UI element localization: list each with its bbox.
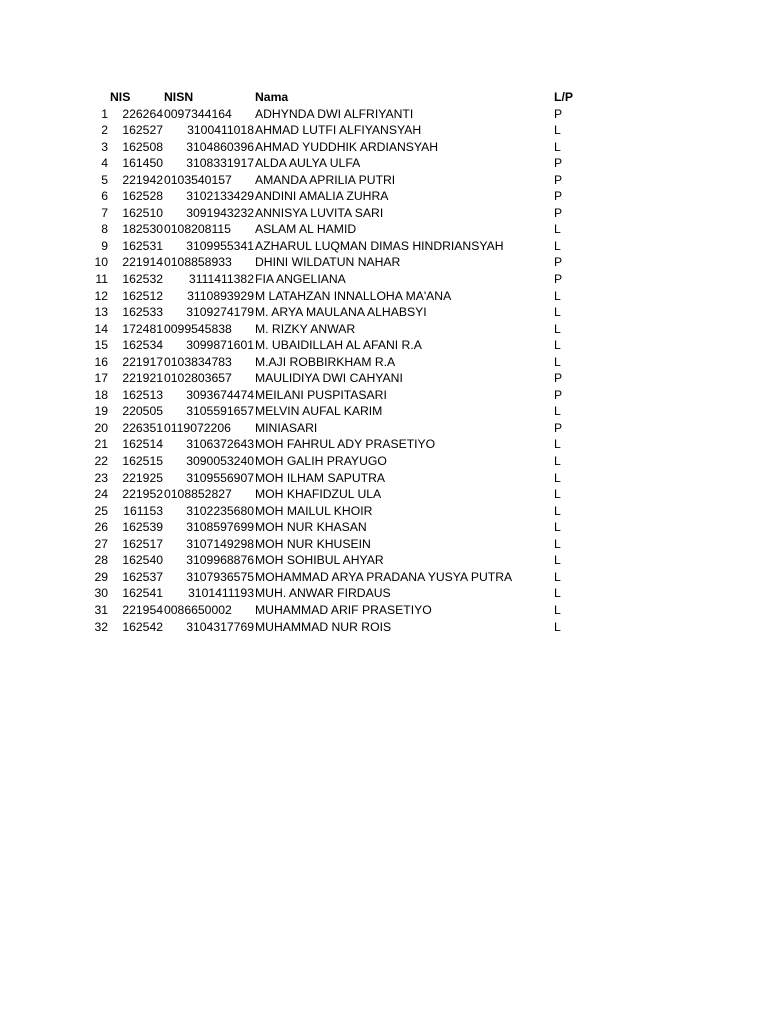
cell-nisn: 3108597699	[186, 520, 254, 535]
table-header	[0, 89, 768, 106]
cell-lp: L	[554, 454, 561, 469]
cell-nisn: 0097344164	[164, 106, 232, 121]
cell-lp: L	[554, 470, 561, 485]
table-row	[0, 519, 768, 536]
header-nisn: NISN	[164, 90, 194, 104]
cell-nama: MOH NUR KHASAN	[255, 520, 367, 535]
cell-nis: 162537	[122, 569, 163, 584]
table-body	[0, 106, 768, 636]
cell-lp: P	[554, 371, 563, 386]
row-number: 11	[95, 272, 108, 287]
cell-nis: 162528	[122, 189, 163, 204]
cell-nama: ALDA AULYA ULFA	[255, 156, 361, 171]
cell-lp: L	[554, 305, 561, 320]
table-row	[0, 321, 768, 338]
cell-nisn: 3107936575	[186, 569, 254, 584]
cell-nama: AHMAD YUDDHIK ARDIANSYAH	[255, 139, 439, 154]
row-number: 25	[94, 503, 108, 518]
student-table	[0, 89, 768, 635]
cell-lp: L	[554, 238, 561, 253]
cell-nisn: 0108852827	[164, 487, 232, 502]
cell-nis: 221925	[122, 470, 163, 485]
cell-nama: DHINI WILDATUN NAHAR	[255, 255, 401, 270]
cell-nama: MEILANI PUSPITASARI	[255, 387, 387, 402]
row-number: 6	[101, 189, 108, 204]
cell-nis: 162540	[122, 553, 163, 568]
table-row	[0, 122, 768, 139]
cell-nisn: 0086650002	[164, 602, 232, 617]
cell-nis: 221942	[122, 172, 163, 187]
cell-nisn: 3100411018	[187, 123, 254, 138]
row-number: 15	[94, 338, 108, 353]
cell-nisn: 0099545838	[164, 321, 232, 336]
table-row	[0, 155, 768, 172]
row-number: 4	[101, 156, 108, 171]
cell-nis: 226351	[122, 420, 163, 435]
table-row	[0, 370, 768, 387]
row-number: 18	[94, 387, 108, 402]
cell-lp: L	[554, 487, 561, 502]
row-number: 20	[94, 420, 108, 435]
table-row	[0, 552, 768, 569]
row-number: 27	[94, 536, 108, 551]
table-row	[0, 420, 768, 437]
cell-nama: MOH GALIH PRAYUGO	[255, 454, 387, 469]
cell-nisn: 3109968876	[186, 553, 254, 568]
cell-nama: MOH KHAFIDZUL ULA	[255, 487, 382, 502]
header-lp: L/P	[554, 90, 573, 104]
cell-nis: 162517	[122, 536, 163, 551]
cell-lp: L	[554, 569, 561, 584]
row-number: 3	[101, 139, 108, 154]
table-row	[0, 602, 768, 619]
cell-nisn: 0119072206	[164, 420, 231, 435]
cell-nisn: 3093674474	[186, 387, 254, 402]
cell-nis: 221914	[122, 255, 163, 270]
cell-nama: ADHYNDA DWI ALFRIYANTI	[255, 106, 414, 121]
cell-lp: L	[554, 437, 561, 452]
cell-nama: MELVIN AUFAL KARIM	[255, 404, 383, 419]
cell-nis: 162513	[122, 387, 163, 402]
table-row	[0, 106, 768, 123]
cell-nama: MUHAMMAD ARIF PRASETIYO	[255, 602, 432, 617]
cell-nama: ANNISYA LUVITA SARI	[255, 205, 384, 220]
row-number: 17	[94, 371, 108, 386]
table-row	[0, 470, 768, 487]
row-number: 28	[94, 553, 108, 568]
cell-lp: L	[554, 321, 561, 336]
table-row	[0, 569, 768, 586]
table-row	[0, 619, 768, 636]
cell-lp: L	[554, 288, 561, 303]
cell-nama: MAULIDIYA DWI CAHYANI	[255, 371, 403, 386]
cell-nama: MOH FAHRUL ADY PRASETIYO	[255, 437, 436, 452]
cell-lp: L	[554, 536, 561, 551]
cell-lp: L	[554, 520, 561, 535]
table-row	[0, 354, 768, 371]
row-number: 16	[94, 354, 108, 369]
table-row	[0, 486, 768, 503]
cell-nama: MUHAMMAD NUR ROIS	[255, 619, 392, 634]
cell-nis: 162514	[122, 437, 163, 452]
row-number: 7	[101, 205, 108, 220]
row-number: 10	[94, 255, 108, 270]
table-row	[0, 585, 768, 602]
table-row	[0, 304, 768, 321]
cell-lp: L	[554, 338, 561, 353]
cell-lp: P	[554, 387, 563, 402]
cell-nisn: 3091943232	[186, 205, 254, 220]
cell-nisn: 3111411382	[188, 272, 254, 287]
cell-lp: P	[554, 205, 563, 220]
cell-nis: 162515	[122, 454, 163, 469]
cell-nama: M.AJI ROBBIRKHAM R.A	[255, 354, 396, 369]
cell-lp: L	[554, 586, 561, 601]
cell-nis: 161450	[122, 156, 163, 171]
cell-lp: P	[554, 106, 563, 121]
cell-nis: 162510	[122, 205, 163, 220]
cell-nisn: 3102235680	[186, 503, 254, 518]
row-number: 22	[94, 454, 108, 469]
table-row	[0, 453, 768, 470]
table-row	[0, 271, 768, 288]
cell-nisn: 0103834783	[164, 354, 232, 369]
cell-nisn: 0102803657	[164, 371, 232, 386]
cell-nis: 220505	[122, 404, 163, 419]
cell-nisn: 0108858933	[164, 255, 232, 270]
cell-nis: 162539	[122, 520, 163, 535]
cell-lp: P	[554, 189, 563, 204]
cell-nisn: 3104860396	[186, 139, 254, 154]
cell-nisn: 3109556907	[186, 470, 254, 485]
cell-nama: AZHARUL LUQMAN DIMAS HINDRIANSYAH	[255, 238, 504, 253]
cell-nis: 221954	[122, 602, 163, 617]
cell-lp: L	[554, 222, 561, 237]
cell-nama: ASLAM AL HAMID	[255, 222, 357, 237]
cell-nama: FIA ANGELIANA	[255, 272, 346, 287]
cell-nama: AHMAD LUTFI ALFIYANSYAH	[255, 123, 422, 138]
cell-nis: 226264	[122, 106, 163, 121]
cell-lp: P	[554, 255, 563, 270]
header-nis: NIS	[110, 90, 131, 104]
cell-nisn: 3108331917	[186, 156, 254, 171]
cell-nama: M. UBAIDILLAH AL AFANI R.A	[255, 338, 422, 353]
cell-nisn: 3105591657	[186, 404, 254, 419]
table-row	[0, 205, 768, 222]
cell-nis: 162508	[122, 139, 163, 154]
table-row	[0, 436, 768, 453]
cell-nisn: 0103540157	[164, 172, 232, 187]
table-row	[0, 403, 768, 420]
cell-lp: P	[554, 156, 563, 171]
cell-nisn: 3106372643	[186, 437, 254, 452]
header-nama: Nama	[255, 90, 289, 104]
cell-lp: P	[554, 272, 563, 287]
cell-nama: MINIASARI	[255, 420, 318, 435]
row-number: 12	[94, 288, 108, 303]
cell-nis: 162512	[122, 288, 163, 303]
cell-nama: MOH NUR KHUSEIN	[255, 536, 371, 551]
cell-nis: 182530	[122, 222, 163, 237]
cell-lp: L	[554, 602, 561, 617]
cell-nisn: 3099871601	[186, 338, 254, 353]
row-number: 14	[94, 321, 108, 336]
cell-nis: 162534	[122, 338, 163, 353]
row-number: 21	[94, 437, 108, 452]
table-row	[0, 221, 768, 238]
cell-lp: L	[554, 139, 561, 154]
cell-lp: L	[554, 354, 561, 369]
cell-nis: 221921	[122, 371, 163, 386]
cell-nis: 162533	[122, 305, 163, 320]
cell-nama: MOHAMMAD ARYA PRADANA YUSYA PUTRA	[255, 569, 513, 584]
cell-nis: 172481	[122, 321, 163, 336]
row-number: 31	[94, 602, 108, 617]
row-number: 30	[94, 586, 108, 601]
table-row	[0, 288, 768, 305]
cell-lp: P	[554, 172, 563, 187]
cell-nis: 162531	[122, 238, 163, 253]
row-number: 2	[101, 123, 108, 138]
cell-nisn: 3109955341	[186, 238, 254, 253]
table-row	[0, 188, 768, 205]
cell-nisn: 3090053240	[186, 454, 254, 469]
cell-lp: L	[554, 619, 561, 634]
table-row	[0, 337, 768, 354]
row-number: 29	[94, 569, 108, 584]
table-row	[0, 254, 768, 271]
row-number: 19	[94, 404, 108, 419]
cell-nama: AMANDA APRILIA PUTRI	[255, 172, 396, 187]
cell-nama: MOH ILHAM SAPUTRA	[255, 470, 386, 485]
table-row	[0, 238, 768, 255]
row-number: 1	[101, 106, 108, 121]
cell-nis: 162541	[122, 586, 163, 601]
cell-nisn: 3109274179	[186, 305, 254, 320]
cell-lp: L	[554, 404, 561, 419]
cell-nisn: 3107149298	[186, 536, 254, 551]
cell-lp: L	[554, 553, 561, 568]
cell-nama: M. ARYA MAULANA ALHABSYI	[255, 305, 427, 320]
table-row	[0, 139, 768, 156]
cell-nama: M. RIZKY ANWAR	[255, 321, 356, 336]
cell-nisn: 3101411193	[188, 586, 254, 601]
table-row	[0, 536, 768, 553]
cell-nis: 162527	[122, 123, 163, 138]
cell-nis: 161153	[123, 503, 163, 518]
cell-nis: 162542	[122, 619, 163, 634]
cell-lp: L	[554, 503, 561, 518]
row-number: 8	[101, 222, 108, 237]
cell-nama: MOH SOHIBUL AHYAR	[255, 553, 384, 568]
row-number: 32	[94, 619, 108, 634]
table-row	[0, 172, 768, 189]
row-number: 9	[101, 238, 108, 253]
cell-nama: M LATAHZAN INNALLOHA MA'ANA	[255, 288, 452, 303]
cell-nis: 162532	[122, 272, 163, 287]
cell-lp: L	[554, 123, 561, 138]
row-number: 13	[94, 305, 108, 320]
row-number: 23	[94, 470, 108, 485]
row-number: 5	[101, 172, 108, 187]
row-number: 26	[94, 520, 108, 535]
cell-nama: ANDINI AMALIA ZUHRA	[255, 189, 389, 204]
cell-nisn: 3102133429	[186, 189, 254, 204]
cell-nisn: 0108208115	[164, 222, 231, 237]
cell-nisn: 3110893929	[187, 288, 254, 303]
table-row	[0, 387, 768, 404]
cell-nisn: 3104317769	[186, 619, 254, 634]
cell-nama: MUH. ANWAR FIRDAUS	[255, 586, 391, 601]
cell-nis: 221917	[122, 354, 163, 369]
cell-lp: P	[554, 420, 563, 435]
cell-nama: MOH MAILUL KHOIR	[255, 503, 373, 518]
row-number: 24	[94, 487, 108, 502]
table-row	[0, 503, 768, 520]
cell-nis: 221952	[122, 487, 163, 502]
